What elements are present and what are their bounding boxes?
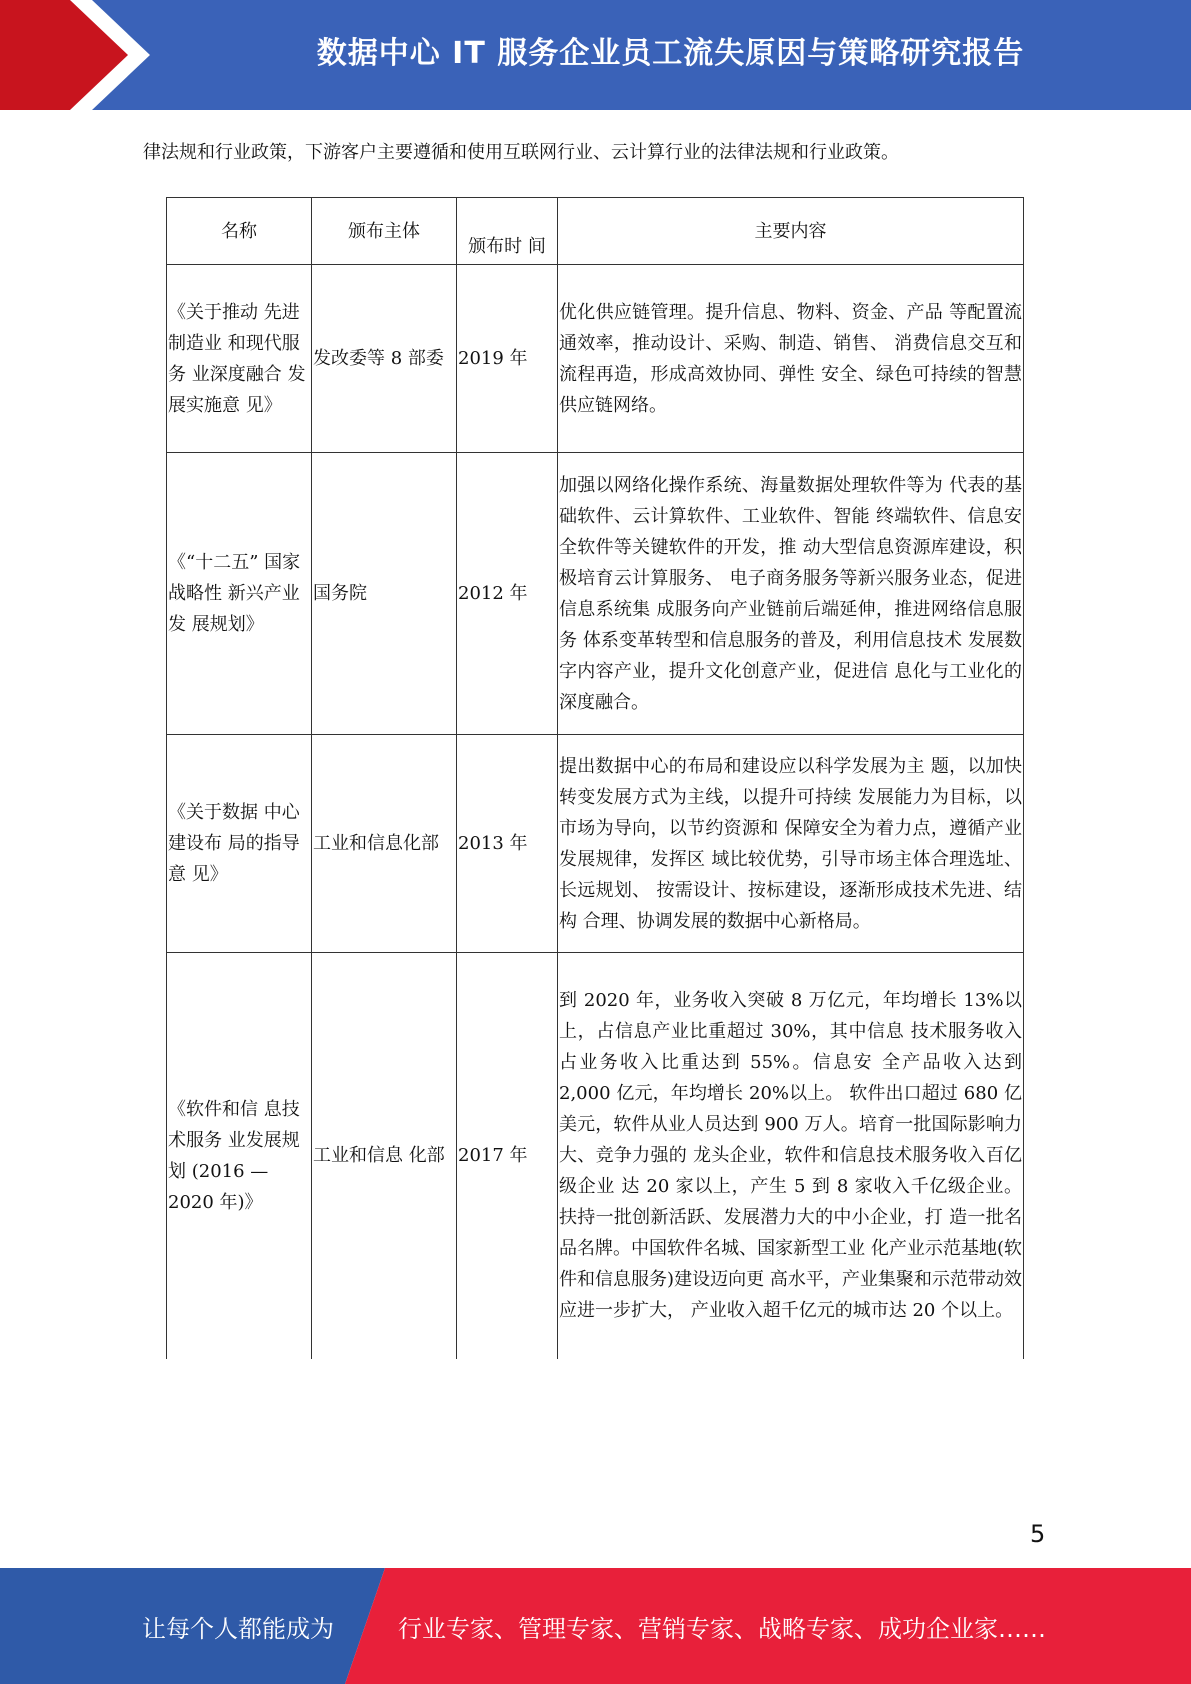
column-header-content: 主要内容 — [558, 198, 1024, 265]
page-header — [0, 0, 1191, 110]
policy-content: 提出数据中心的布局和建设应以科学发展为主 题，以加快转变发展方式为主线，以提升可持续 发展能力为目标，以市场为导向，以节约资源和 保障安全为着力点，遵循产业发展规律，发挥区 域比较优势，引导市场主体合理选址、长远规划、 按需设计、按标建设，逐渐形成技术先进、结构 合理、协调发展的数据中心新格局。 — [558, 735, 1024, 953]
page-footer — [0, 1568, 1191, 1684]
policy-name: 《“十二五” 国家战略性 新兴产业发 展规划》 — [167, 453, 312, 735]
column-header-year: 颁布时 间 — [457, 198, 558, 265]
policy-issuer: 国务院 — [312, 453, 457, 735]
policy-content: 加强以网络化操作系统、海量数据处理软件等为 代表的基础软件、云计算软件、工业软件、智能 终端软件、信息安全软件等关键软件的开发，推 动大型信息资源库建设，积极培育云计算服务、 电子商务服务等新兴服务业态，促进信息系统集 成服务向产业链前后端延伸，推进网络信息服务 体系变革转型和信息服务的普及，利用信息技术 发展数字内容产业，提升文化创意产业，促进信 息化与工业化的深度融合。 — [558, 453, 1024, 735]
header-title: 数据中心 IT 服务企业员工流失原因与策略研究报告 — [316, 36, 1025, 71]
column-header-name: 名称 — [167, 198, 312, 265]
policy-issuer: 发改委等 8 部委 — [312, 265, 457, 453]
policy-content: 优化供应链管理。提升信息、物料、资金、产品 等配置流通效率，推动设计、采购、制造、销售、 消费信息交互和流程再造，形成高效协同、弹性 安全、绿色可持续的智慧供应链网络。 — [558, 265, 1024, 453]
table-row — [167, 953, 1024, 1359]
page-number: 5 — [1030, 1520, 1046, 1548]
intro-paragraph: 律法规和行业政策，下游客户主要遵循和使用互联网行业、云计算行业的法律法规和行业政策。 — [143, 142, 899, 163]
policy-year: 2012 年 — [457, 453, 558, 735]
policy-issuer: 工业和信息化部 — [312, 735, 457, 953]
policy-table — [166, 197, 1024, 1359]
policy-name: 《关于推动 先进制造业 和现代服务 业深度融合 发展实施意 见》 — [167, 265, 312, 453]
footer-slogan-left: 让每个人都能成为 — [142, 1614, 334, 1643]
column-header-issuer: 颁布主体 — [312, 198, 457, 265]
policy-content: 到 2020 年，业务收入突破 8 万亿元，年均增长 13%以上，占信息产业比重超过 30%，其中信息 技术服务收入占业务收入比重达到 55%。信息安 全产品收入达到 2,000 亿元，年均增长 20%以上。 软件出口超过 680 亿美元，软件从业人员达到 900 万人。培育一批国际影响力大、竞争力强的 龙头企业，软件和信息技术服务收入百亿级企业 达 20 家以上，产生 5 到 8 家收入千亿级企业。 扶持一批创新活跃、发展潜力大的中小企业，打 造一批名品名牌。中国软件名城、国家新型工业 化产业示范基地(软件和信息服务)建设迈向更 高水平，产业集聚和示范带动效应进一步扩大， 产业收入超千亿元的城市达 20 个以上。 — [558, 953, 1024, 1359]
table-row — [167, 265, 1024, 453]
table-row — [167, 735, 1024, 953]
policy-year: 2017 年 — [457, 953, 558, 1359]
policy-year: 2019 年 — [457, 265, 558, 453]
table-header-row — [167, 198, 1024, 265]
policy-name: 《关于数据 中心建设布 局的指导意 见》 — [167, 735, 312, 953]
policy-name: 《软件和信 息技术服务 业发展规划 (2016 — 2020 年)》 — [167, 953, 312, 1359]
table-row — [167, 453, 1024, 735]
policy-issuer: 工业和信息 化部 — [312, 953, 457, 1359]
footer-slogan-right: 行业专家、管理专家、营销专家、战略专家、成功企业家…… — [398, 1614, 1046, 1643]
policy-year: 2013 年 — [457, 735, 558, 953]
